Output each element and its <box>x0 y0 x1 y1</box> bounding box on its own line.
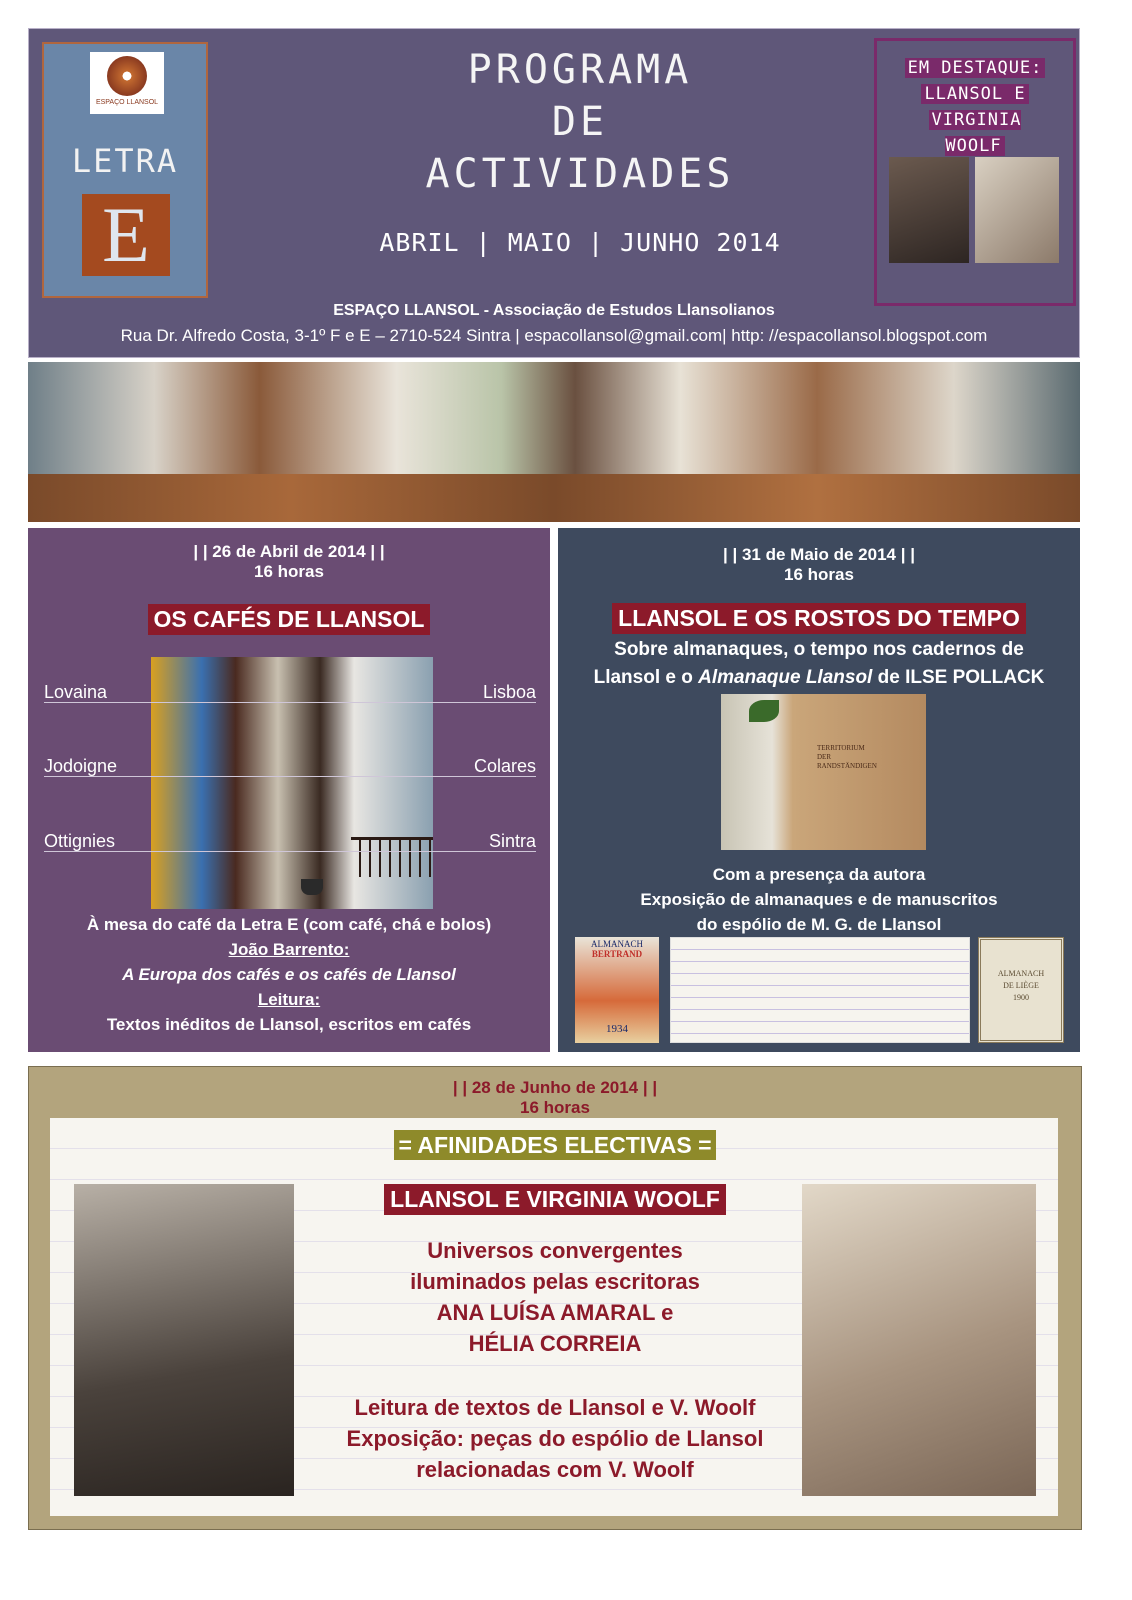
woolf-portrait <box>975 157 1059 263</box>
event3-line: relacionadas com V. Woolf <box>416 1457 694 1482</box>
llansol-portrait <box>889 157 969 263</box>
event2-details <box>558 862 1080 937</box>
page-title <box>330 44 830 200</box>
almanac-left-text: ALMANACH BERTRAND <box>590 939 643 959</box>
place-right: Lisboa <box>482 682 536 702</box>
letra-e-box <box>82 191 170 278</box>
event3-line: Leitura de textos de Llansol e V. Woolf <box>354 1395 756 1420</box>
highlight-title <box>899 55 1051 159</box>
ana-luisa-amaral-photo <box>74 1184 294 1496</box>
almanac-right-text: ALMANACH DE LIÈGE 1900 <box>997 969 1045 1002</box>
event3-line: ANA LUÍSA AMARAL e <box>436 1300 674 1325</box>
event2-expo2: do espólio de M. G. de Llansol <box>696 915 942 934</box>
event2-author: ILSE POLLACK <box>905 667 1045 688</box>
almanac-right <box>978 937 1064 1043</box>
event2-date <box>558 545 1080 585</box>
event3-line: iluminados pelas escritoras <box>410 1269 700 1294</box>
event3-title-wrap <box>28 1184 1082 1215</box>
months-label: ABRIL | MAIO | JUNHO 2014 <box>379 228 781 257</box>
letra-e-glyph: E <box>102 191 150 278</box>
event3-details <box>300 1235 810 1485</box>
event1-title-wrap <box>28 604 550 635</box>
event2-sub1: Sobre almanaques, o tempo nos cadernos de <box>614 639 1024 660</box>
event3-title: LLANSOL E VIRGINIA WOOLF <box>384 1184 726 1215</box>
highlight-line: EM DESTAQUE: <box>905 58 1046 78</box>
place-line <box>44 851 536 852</box>
event1-time: 16 horas <box>254 562 324 581</box>
floor <box>28 474 1080 522</box>
event2-title-wrap <box>558 603 1080 634</box>
event3-line: Universos convergentes <box>427 1238 683 1263</box>
place-left: Jodoigne <box>44 756 118 776</box>
almanac-left <box>575 937 659 1043</box>
event1-talk: A Europa dos cafés e os cafés de Llansol <box>122 965 456 984</box>
org-desc: - Associação de Estudos Llansolianos <box>479 302 775 319</box>
event2-sub2: Llansol e o Almanaque Llansol de ILSE POLLACK <box>593 667 1045 688</box>
event1-line1: À mesa do café da Letra E (com café, chá e bolos) <box>86 915 492 934</box>
event1-reading: Textos inéditos de Llansol, escritos em cafés <box>106 1015 472 1034</box>
event3-time: 16 horas <box>520 1098 590 1117</box>
event3-banner-wrap <box>28 1132 1082 1159</box>
event2-subtitle <box>558 636 1080 692</box>
leaf-icon <box>749 700 779 722</box>
virginia-woolf-photo <box>802 1184 1036 1496</box>
event3-line: HÉLIA CORREIA <box>468 1331 642 1356</box>
org-name: ESPAÇO LLANSOL <box>333 302 480 319</box>
event1-date-text: | | 26 de Abril de 2014 | | <box>193 542 385 561</box>
letra-label: LETRA <box>71 142 179 180</box>
highlight-line: VIRGINIA WOOLF <box>929 110 1022 156</box>
event3-line: Exposição: peças do espólio de Llansol <box>346 1426 764 1451</box>
event3-banner: = AFINIDADES ELECTIVAS = <box>394 1130 715 1160</box>
event2-date-text: | | 31 de Maio de 2014 | | <box>723 545 915 564</box>
event1-speaker: João Barrento: <box>228 940 350 959</box>
place-right: Colares <box>473 756 536 776</box>
panorama-photo <box>28 362 1080 522</box>
event1-title: OS CAFÉS DE LLANSOL <box>148 604 431 635</box>
logo-caption: ESPAÇO LLANSOL <box>95 99 159 106</box>
coffee-cup-icon <box>301 879 323 895</box>
event3-date-text: | | 28 de Junho de 2014 | | <box>452 1078 658 1097</box>
event2-title: LLANSOL E OS ROSTOS DO TEMPO <box>612 603 1026 634</box>
title-line: ACTIVIDADES <box>425 151 735 197</box>
book-cover-text: TERRITORIUM DER RANDSTÄNDIGEN <box>817 744 877 770</box>
highlight-line: LLANSOL E <box>921 84 1028 104</box>
place-right: Sintra <box>488 831 536 851</box>
book-photo <box>721 694 926 850</box>
cafe-photo <box>151 657 433 909</box>
title-line: PROGRAMA <box>467 47 693 93</box>
place-left: Ottignies <box>44 831 116 851</box>
place-line <box>44 776 536 777</box>
event2-expo1: Exposição de almanaques e de manuscritos <box>640 890 998 909</box>
event3-date <box>28 1078 1082 1118</box>
place-line <box>44 702 536 703</box>
place-left: Lovaina <box>44 682 108 702</box>
manuscript-page <box>670 937 970 1043</box>
event1-reading-label: Leitura: <box>257 990 321 1009</box>
starburst-icon <box>107 56 147 96</box>
event1-details <box>28 912 550 1037</box>
espaco-llansol-logo <box>90 52 164 114</box>
address-line: Rua Dr. Alfredo Costa, 3-1º F e E – 2710-524 Sintra | espacollansol@gmail.com| http: //espacollansol.blogspot.com <box>120 326 988 345</box>
event2-time: 16 horas <box>784 565 854 584</box>
highlight-box <box>874 38 1076 306</box>
title-line: DE <box>551 99 609 145</box>
balcony-railing <box>351 837 433 877</box>
letra-e-logo <box>42 42 208 298</box>
almanac-left-year: 1934 <box>606 1023 628 1035</box>
event1-date <box>28 542 550 582</box>
event2-presence: Com a presença da autora <box>712 865 926 884</box>
